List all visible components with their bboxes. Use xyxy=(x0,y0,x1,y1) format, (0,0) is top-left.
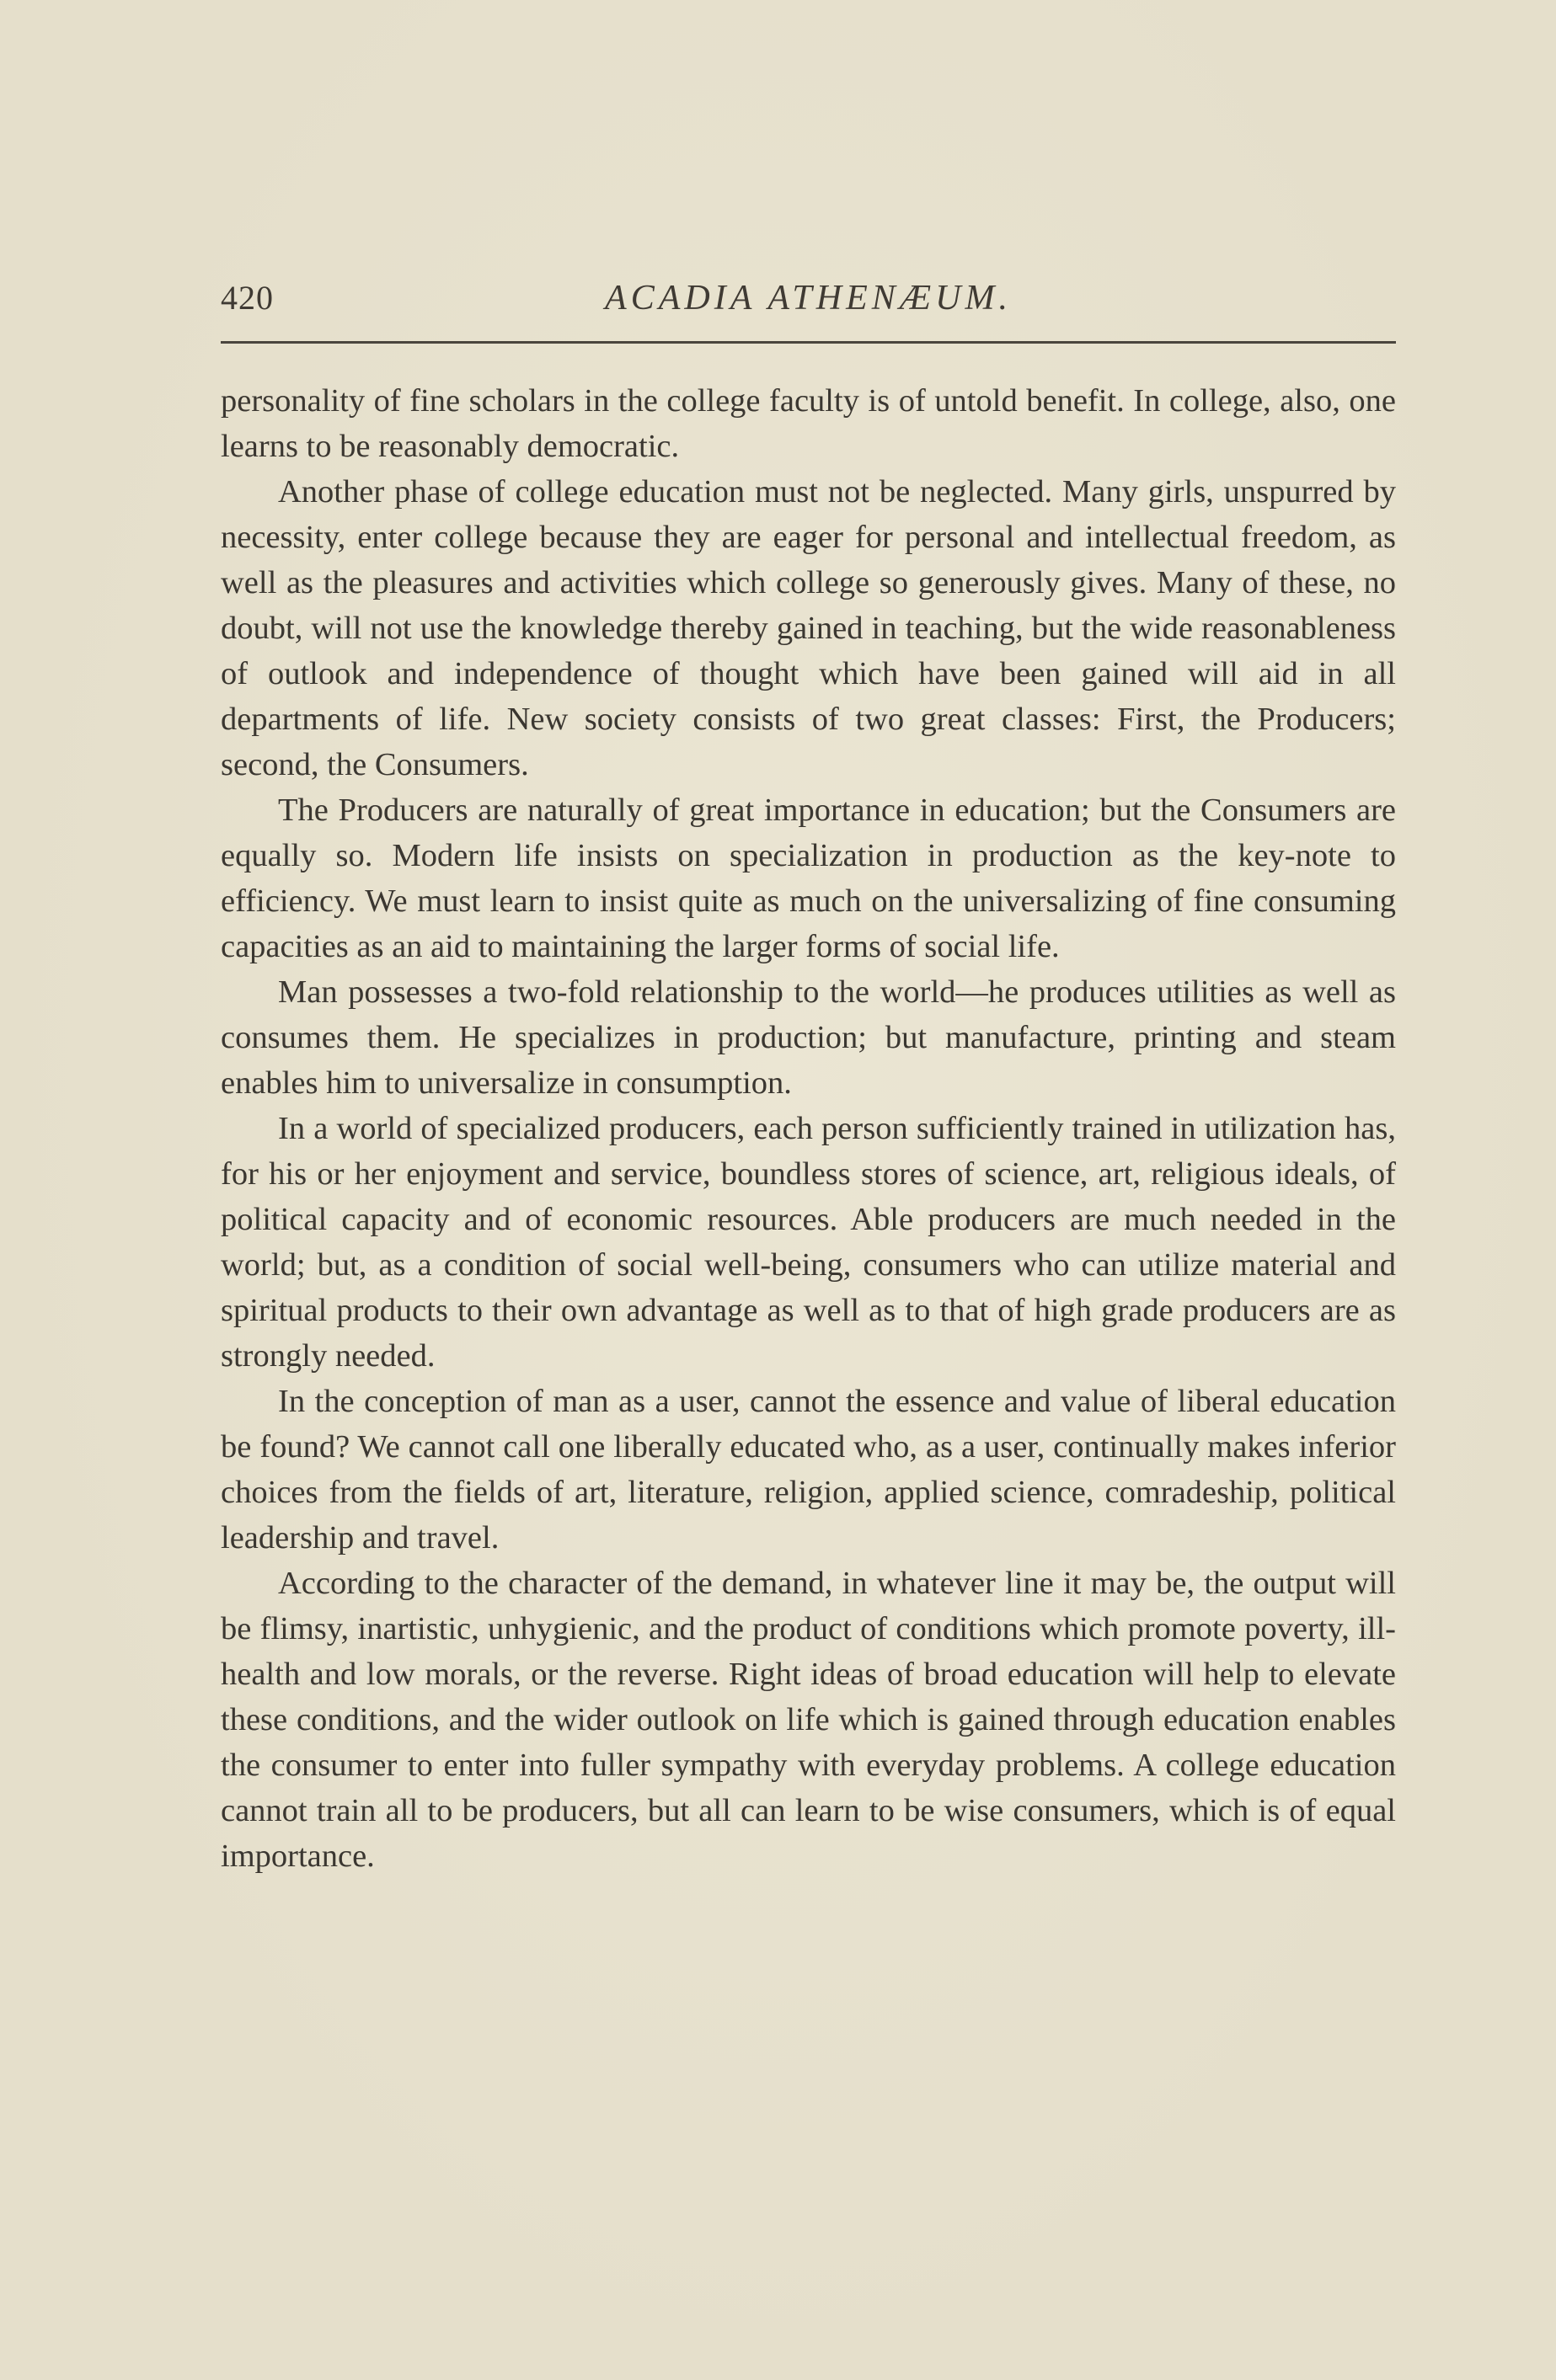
running-title: ACADIA ATHENÆUM. xyxy=(605,279,1012,318)
paragraph: In the conception of man as a user, cannot the essence and value of liberal education be found? We cannot call one liberally educated who, as a user, continually makes inferior choices from the fields of art, literature, religion, applied science, comradeship, political leadership and travel. xyxy=(221,1384,1396,1556)
page-header xyxy=(221,278,1396,328)
article-body xyxy=(221,378,1396,1879)
header-rule xyxy=(221,341,1396,344)
paragraph: In a world of specialized producers, each person sufficiently trained in utilization has, for his or her enjoyment and service, boundless stores of science, art, religious ideals, of political capacity and of economic resources. Able producers are much needed in the world; but, as a condition of social well-being, consumers who can utilize material and spiritual products to their own advantage as well as to that of high grade producers are as strongly needed. xyxy=(221,1111,1396,1374)
paragraph: Another phase of college education must not be neglected. Many girls, unspurred by necessity, enter college because they are eager for personal and intellectual freedom, as well as the pleasures and activities which college so generously gives. Many of these, no doubt, will not use the knowledge thereby gained in teaching, but the wide reasonableness of outlook and independence of thought which have been gained will aid in all departments of life. New society consists of two great classes: First, the Producers; second, the Consumers. xyxy=(221,474,1396,782)
paragraph: The Producers are naturally of great importance in education; but the Consumers are equally so. Modern life insists on specialization in production as the key-note to efficiency. We must learn to insist quite as much on the universalizing of fine consuming capacities as an aid to maintaining the larger forms of social life. xyxy=(221,792,1396,964)
paragraph: Man possesses a two-fold relationship to the world—he produces utilities as well as consumes them. He specializes in production; but manufacture, printing and steam enables him to universalize in consumption. xyxy=(221,974,1396,1101)
paragraph: personality of fine scholars in the college faculty is of untold benefit. In college, also, one learns to be reasonably democratic. xyxy=(221,383,1396,464)
page-number: 420 xyxy=(221,279,274,317)
paragraph: According to the character of the demand, in whatever line it may be, the output will be flimsy, inartistic, unhygienic, and the product of conditions which promote poverty, ill-health and low morals, or the reverse. Right ideas of broad education will help to elevate these conditions, and the wider outlook on life which is gained through education enables the consumer to enter into fuller sympathy with everyday problems. A college education cannot train all to be producers, but all can learn to be wise consumers, which is of equal importance. xyxy=(221,1566,1396,1874)
